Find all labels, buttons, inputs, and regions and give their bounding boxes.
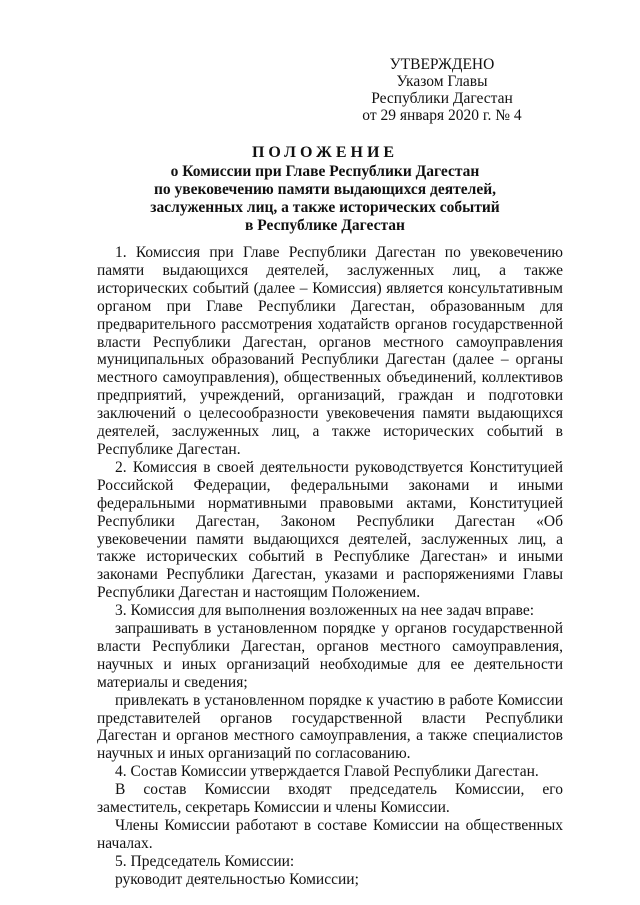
- paragraph-3: 3. Комиссия для выполнения возложенных на нее задач вправе:: [115, 602, 535, 620]
- approval-republic: Республики Дагестан: [371, 90, 513, 107]
- paragraph-5-item-1: руководит деятельностью Комиссии;: [115, 870, 359, 888]
- approval-date: от 29 января 2020 г. № 4: [362, 107, 522, 124]
- paragraph-3-item-1: запрашивать в установленном порядке у органов государственной власти Республики Дагестан, органов местного самоуправления, научных и иных организаций необходимые для ее деятельности материалы и сведения;: [97, 620, 563, 691]
- title-line-3: заслуженных лиц, а также исторических событий: [150, 199, 500, 216]
- paragraph-2: 2. Комиссия в своей деятельности руководствуется Конституцией Российской Федерации, федеральными законами и иными федеральными нормативными правовыми актами, Конституцией Республики Дагестан, Законом Республики Дагестан «Об увековечении памяти выдающихся деятелей, заслуженных лиц, а также исторических событий в Республике Дагестан» и иными законами Республики Дагестан, указами и распоряжениями Главы Республики Дагестан и настоящим Положением.: [97, 458, 563, 602]
- paragraph-1: 1. Комиссия при Главе Республики Дагестан по увековечению памяти выдающихся деятелей, заслуженных лиц, а также исторических событий (далее – Комиссия) является консультативным органом при Главе Республики Дагестан, образованным для предварительного рассмотрения ходатайств органов государственной власти Республики Дагестан, органов местного самоуправления муниципальных образований Республики Дагестан (далее – органы местного самоуправления), общественных объединений, коллективов предприятий, учреждений, организаций, граждан и подготовки заключений о целесообразности увековечения памяти выдающихся деятелей, заслуженных лиц, а также исторических событий в Республике Дагестан.: [97, 244, 563, 458]
- paragraph-4-composition: В состав Комиссии входят председатель Комиссии, его заместитель, секретарь Комиссии и члены Комиссии.: [97, 781, 563, 817]
- title-line-2: по увековечению памяти выдающихся деятелей,: [153, 181, 497, 198]
- title-line-1: о Комиссии при Главе Республики Дагестан: [170, 163, 480, 180]
- document-body: [97, 244, 563, 889]
- approval-decree: Указом Главы: [396, 73, 488, 90]
- approval-title: УТВЕРЖДЕНО: [389, 56, 495, 73]
- paragraph-3-item-2: привлекать в установленном порядке к участию в работе Комиссии представителей органов государственной власти Республики Дагестан и органов местного самоуправления, а также специалистов научных и иных организаций по согласованию.: [97, 691, 563, 763]
- document-title: [90, 144, 560, 235]
- paragraph-4-members: Члены Комиссии работают в составе Комиссии на общественных началах.: [97, 817, 563, 852]
- title-line-4: в Республике Дагестан: [245, 217, 405, 234]
- document-type: ПОЛОЖЕНИЕ: [251, 144, 399, 161]
- paragraph-5: 5. Председатель Комиссии:: [115, 852, 295, 870]
- approval-stamp: [332, 56, 552, 124]
- paragraph-4: 4. Состав Комиссии утверждается Главой Республики Дагестан.: [115, 763, 539, 781]
